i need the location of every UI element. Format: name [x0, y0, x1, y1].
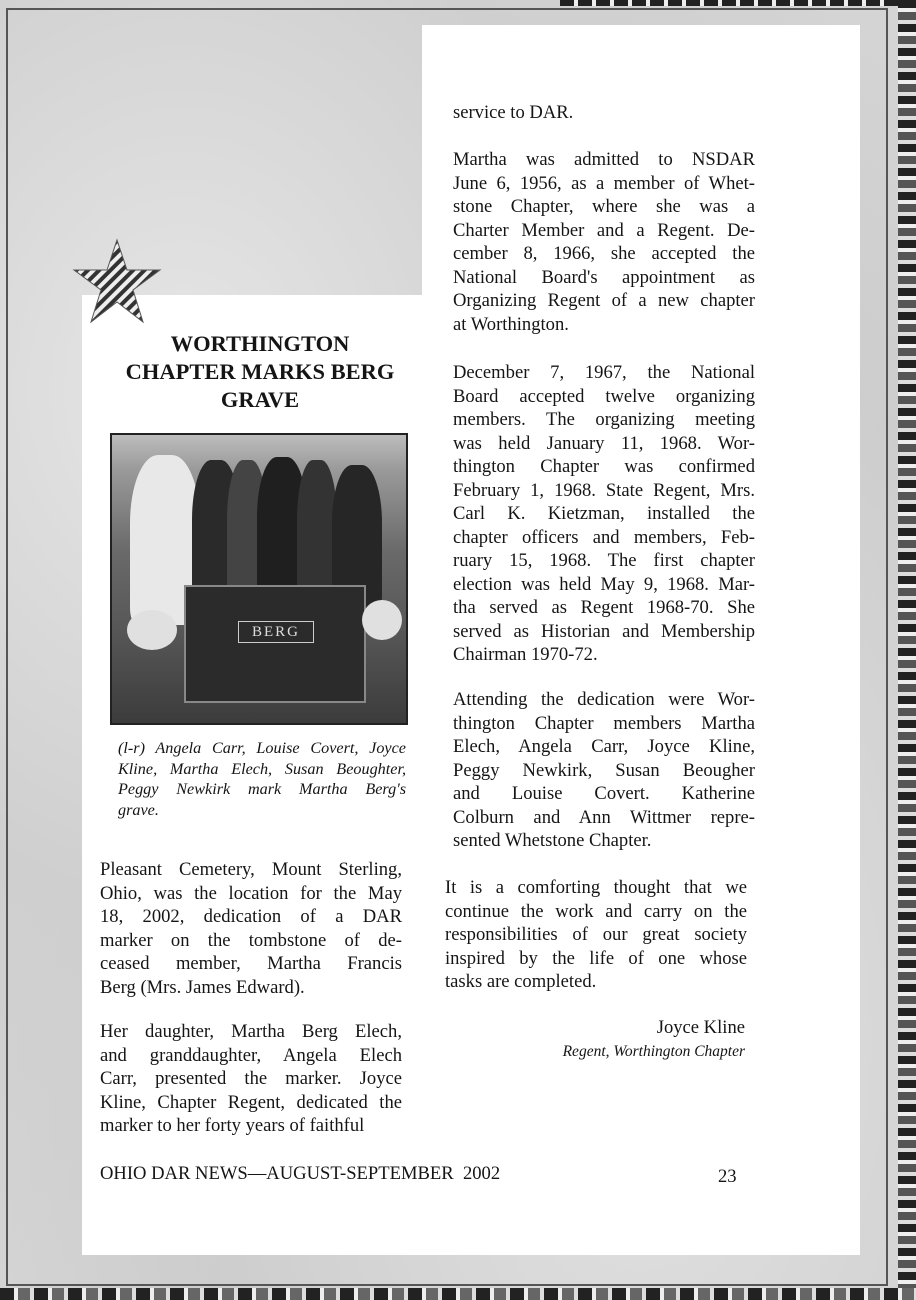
text-line: and granddaughter, Angela Elech [100, 1044, 402, 1066]
star-icon [72, 238, 162, 333]
text-line: Carr, presented the marker. Joyce [100, 1068, 402, 1089]
article-title [100, 330, 420, 414]
right-paragraph [445, 876, 747, 994]
text-line: Kline, Martha Elech, Susan Beoughter, [118, 759, 406, 778]
grave-dedication-photo [110, 433, 408, 725]
left-paragraph [100, 858, 402, 999]
text-line: Charter Member and a Regent. De- [453, 219, 755, 241]
text-line: Ohio, was the location for the May [100, 882, 402, 904]
text-line: Berg (Mrs. James Edward). [100, 976, 305, 998]
text-line: It is a comforting thought that we [445, 877, 747, 898]
text-line: February 1, 1968. State Regent, Mrs. [453, 479, 755, 501]
right-paragraph [453, 148, 755, 336]
text-line: Pleasant Cemetery, Mount Sterling, [100, 859, 402, 880]
publication-footer: OHIO DAR NEWS—AUGUST-SEPTEMBER 2002 [100, 1163, 501, 1184]
text-line: Chairman 1970-72. [453, 644, 598, 665]
text-line: continue the work and carry on the [445, 900, 747, 922]
text-line: election was held May 9, 1968. Mar- [453, 573, 755, 595]
text-line: thington Chapter members Martha [453, 712, 755, 734]
text-line: Organizing Regent of a new chapter [453, 290, 755, 311]
text-line: tasks are completed. [445, 971, 597, 992]
left-paragraph [100, 1020, 402, 1138]
photo-caption [118, 738, 406, 821]
text-line: tha served as Regent 1968-70. She [453, 597, 755, 618]
text-line: National Board's appointment as [453, 266, 755, 288]
top-decorative-border [560, 0, 900, 6]
text-line: (l-r) Angela Carr, Louise Covert, Joyce [118, 739, 406, 757]
title-line: GRAVE [220, 387, 300, 412]
text-line: sented Whetstone Chapter. [453, 830, 652, 851]
text-line: thington Chapter was confirmed [453, 456, 755, 477]
bottom-decorative-border [0, 1288, 916, 1300]
right-paragraph [453, 361, 755, 667]
text-line: Board accepted twelve organizing [453, 385, 755, 407]
text-line: 18, 2002, dedication of a DAR [100, 906, 402, 927]
text-line: Carl K. Kietzman, installed the [453, 503, 755, 524]
text-line: Elech, Angela Carr, Joyce Kline, [453, 736, 755, 757]
text-line: Peggy Newkirk, Susan Beougher [453, 759, 755, 781]
text-line: inspired by the life of one whose [445, 947, 747, 969]
text-line: ruary 15, 1968. The first chapter [453, 550, 755, 571]
text-line: grave. [118, 801, 159, 820]
text-line: December 7, 1967, the National [453, 362, 755, 383]
text-line: responsibilities of our great society [445, 924, 747, 945]
title-line: CHAPTER MARKS BERG [125, 359, 395, 384]
text-line: ceased member, Martha Francis [100, 953, 402, 974]
tombstone-lettering: BERG [238, 621, 314, 643]
text-line: service to DAR. [453, 102, 574, 123]
text-line: cember 8, 1966, she accepted the [453, 243, 755, 264]
text-line: Peggy Newkirk mark Martha Berg's [118, 780, 406, 799]
text-line: and Louise Covert. Katherine [453, 783, 755, 804]
text-line: served as Historian and Membership [453, 620, 755, 642]
text-line: June 6, 1956, as a member of Whet- [453, 172, 755, 194]
text-line: at Worthington. [453, 313, 569, 335]
text-line: marker on the tombstone of de- [100, 929, 402, 951]
text-line: was held January 11, 1968. Wor- [453, 432, 755, 454]
text-line: Attending the dedication were Wor- [453, 689, 755, 710]
signature-title: Regent, Worthington Chapter [562, 1043, 745, 1060]
text-line: members. The organizing meeting [453, 409, 755, 430]
text-line: Her daughter, Martha Berg Elech, [100, 1021, 402, 1042]
page-number: 23 [718, 1166, 737, 1187]
text-line: stone Chapter, where she was a [453, 196, 755, 217]
right-paragraph [453, 688, 755, 853]
right-paragraph [453, 101, 755, 125]
text-line: marker to her forty years of faithful [100, 1115, 365, 1136]
signature-name: Joyce Kline [656, 1017, 745, 1038]
text-line: chapter officers and members, Feb- [453, 526, 755, 548]
text-line: Colburn and Ann Wittmer repre- [453, 806, 755, 828]
right-decorative-border [898, 0, 916, 1300]
text-line: Kline, Chapter Regent, dedicated the [100, 1091, 402, 1113]
title-line: WORTHINGTON [170, 331, 350, 356]
tombstone [184, 585, 366, 703]
text-line: Martha was admitted to NSDAR [453, 149, 755, 170]
